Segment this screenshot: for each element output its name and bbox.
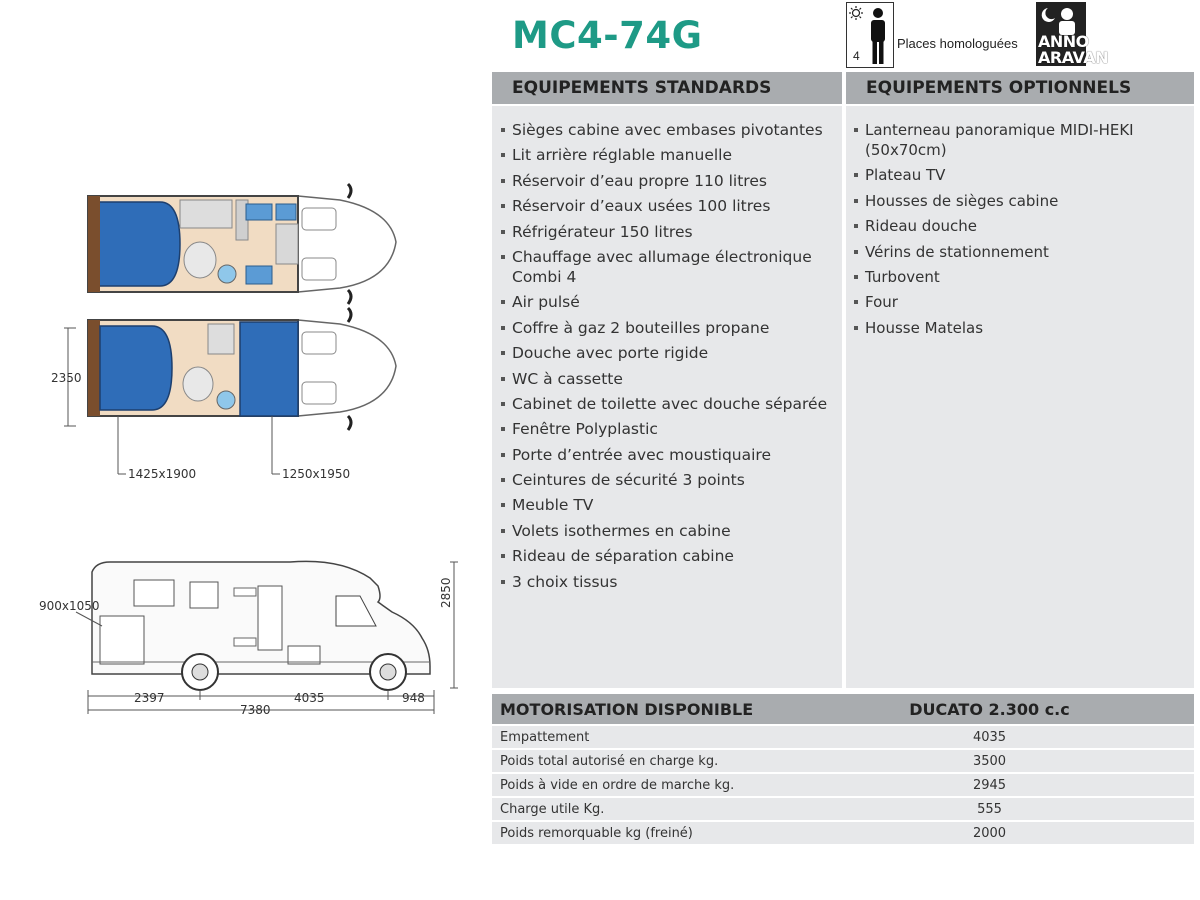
engine-header: DUCATO 2.300 c.c bbox=[785, 694, 1194, 724]
optional-item: Lanterneau panoramique MIDI-HEKI (50x70cm) bbox=[853, 120, 1193, 160]
standard-item: Réservoir d’eaux usées 100 litres bbox=[500, 196, 830, 216]
optional-item: Housse Matelas bbox=[853, 318, 1193, 338]
standard-item: Fenêtre Polyplastic bbox=[500, 419, 830, 439]
standard-header: EQUIPEMENTS STANDARDS bbox=[492, 72, 842, 104]
optional-item: Turbovent bbox=[853, 267, 1193, 287]
spec-row bbox=[492, 750, 1194, 772]
standard-item: Chauffage avec allumage électronique Combi 4 bbox=[500, 247, 830, 287]
standard-item: Meuble TV bbox=[500, 495, 830, 515]
motorhome-side-icon bbox=[92, 561, 430, 690]
standard-item: Rideau de séparation cabine bbox=[500, 546, 830, 566]
standard-item: Réfrigérateur 150 litres bbox=[500, 222, 830, 242]
standard-item: Coffre à gaz 2 bouteilles propane bbox=[500, 318, 830, 338]
floor-plans bbox=[40, 180, 480, 500]
standard-list bbox=[500, 120, 830, 597]
standard-item: Réservoir d’eau propre 110 litres bbox=[500, 171, 830, 191]
spec-value: 4035 bbox=[785, 726, 1194, 748]
bed-front-icon bbox=[240, 322, 298, 416]
spec-label: Empattement bbox=[492, 726, 785, 748]
spec-row bbox=[492, 822, 1194, 844]
spec-row bbox=[492, 774, 1194, 796]
floor-plan-b bbox=[88, 308, 396, 430]
spec-label: Poids total autorisé en charge kg. bbox=[492, 750, 785, 772]
spec-label: Poids à vide en ordre de marche kg. bbox=[492, 774, 785, 796]
brand-line2: ARAVAN bbox=[1038, 48, 1109, 67]
spec-row bbox=[492, 798, 1194, 820]
dim-width: 2350 bbox=[51, 371, 82, 385]
standard-item: Ceintures de sécurité 3 points bbox=[500, 470, 830, 490]
standard-item: Douche avec porte rigide bbox=[500, 343, 830, 363]
spec-value: 3500 bbox=[785, 750, 1194, 772]
optional-list bbox=[853, 120, 1193, 343]
standard-item: WC à cassette bbox=[500, 369, 830, 389]
brand-line1: ANNO bbox=[1038, 32, 1089, 51]
standard-item: 3 choix tissus bbox=[500, 572, 830, 592]
spec-value: 2000 bbox=[785, 822, 1194, 844]
dim-front-overhang: 948 bbox=[402, 691, 425, 705]
seats-label: Places homologuées bbox=[897, 36, 1018, 51]
motorisation-header: MOTORISATION DISPONIBLE bbox=[492, 694, 785, 724]
optional-item: Four bbox=[853, 292, 1193, 312]
motorisation-table bbox=[492, 692, 1194, 846]
standard-item: Cabinet de toilette avec douche séparée bbox=[500, 394, 830, 414]
standard-item: Sièges cabine avec embases pivotantes bbox=[500, 120, 830, 140]
optional-item: Plateau TV bbox=[853, 165, 1193, 185]
garage-door bbox=[100, 616, 144, 664]
spec-value: 2945 bbox=[785, 774, 1194, 796]
side-view bbox=[30, 550, 470, 720]
brand-logo bbox=[1038, 34, 1158, 66]
standard-item: Air pulsé bbox=[500, 292, 830, 312]
dim-length: 7380 bbox=[240, 703, 271, 717]
dim-height: 2850 bbox=[439, 577, 453, 608]
spec-value: 555 bbox=[785, 798, 1194, 820]
seats-badge bbox=[846, 2, 894, 68]
optional-header: EQUIPEMENTS OPTIONNELS bbox=[846, 72, 1194, 104]
dim-bed-rear: 1425x1900 bbox=[128, 467, 197, 481]
standard-item: Lit arrière réglable manuelle bbox=[500, 145, 830, 165]
seats-count: 4 bbox=[853, 49, 860, 63]
dim-garage-door: 900x1050 bbox=[39, 599, 100, 613]
spec-label: Poids remorquable kg (freiné) bbox=[492, 822, 785, 844]
standard-item: Porte d’entrée avec moustiquaire bbox=[500, 445, 830, 465]
optional-item: Vérins de stationnement bbox=[853, 242, 1193, 262]
spec-row bbox=[492, 726, 1194, 748]
dim-bed-front: 1250x1950 bbox=[282, 467, 351, 481]
floor-plan-a bbox=[88, 184, 396, 304]
optional-item: Housses de sièges cabine bbox=[853, 191, 1193, 211]
bed-rear-icon bbox=[92, 202, 180, 286]
optional-item: Rideau douche bbox=[853, 216, 1193, 236]
bed-rear-icon-b bbox=[100, 326, 172, 410]
standard-item: Volets isothermes en cabine bbox=[500, 521, 830, 541]
dim-wheelbase: 4035 bbox=[294, 691, 325, 705]
model-title: MC4-74G bbox=[512, 14, 703, 57]
dim-rear-overhang: 2397 bbox=[134, 691, 165, 705]
spec-label: Charge utile Kg. bbox=[492, 798, 785, 820]
